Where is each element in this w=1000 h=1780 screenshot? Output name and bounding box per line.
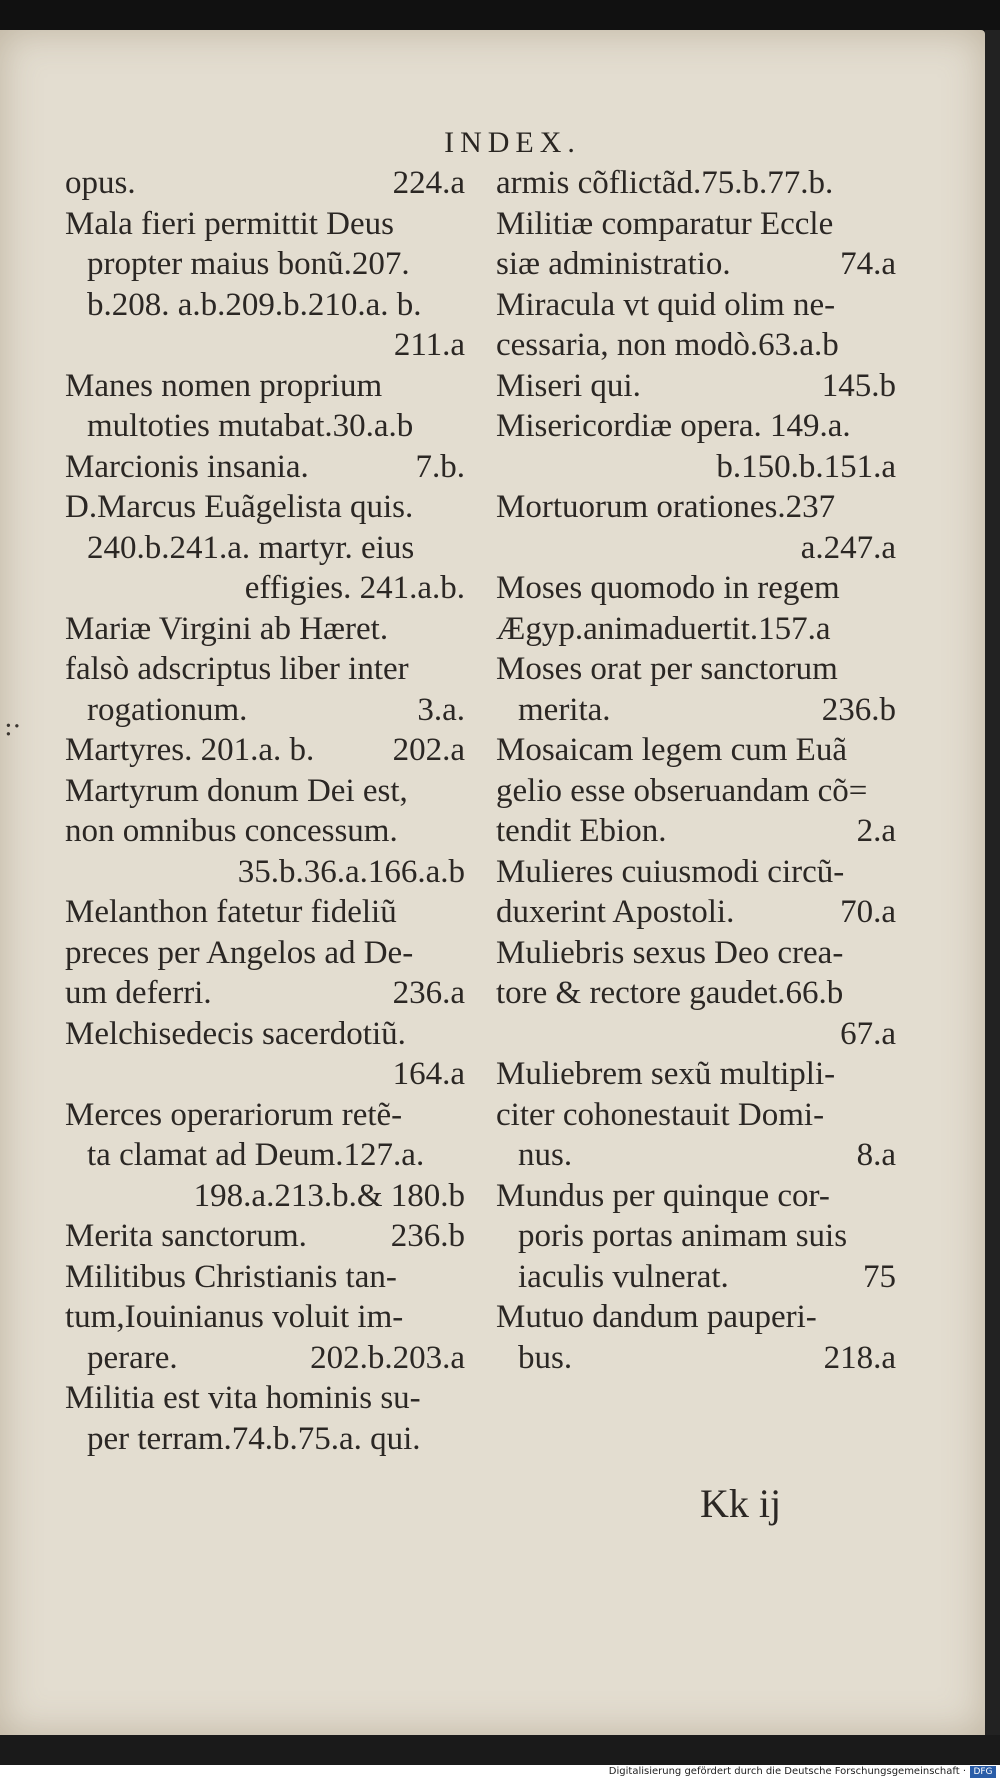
index-page-ref — [886, 973, 896, 1014]
index-page-ref — [886, 609, 896, 650]
index-entry-text: Marcionis insania. — [65, 448, 309, 485]
index-entry-text: armis cõflictãd.75.b.77.b. — [496, 165, 834, 201]
index-line — [65, 730, 465, 771]
index-page-ref: 236.a — [392, 975, 465, 1011]
index-page-ref: 202.a — [392, 732, 465, 768]
index-line — [496, 1216, 896, 1257]
index-page-ref — [886, 1095, 896, 1136]
index-page-ref — [455, 204, 465, 245]
index-line — [496, 933, 896, 974]
index-line — [65, 487, 465, 528]
index-line — [65, 1297, 465, 1338]
index-page-ref — [455, 406, 465, 447]
index-entry-text: iaculis vulnerat. — [518, 1258, 729, 1295]
index-entry-text: Mutuo dandum pauperi- — [496, 1299, 817, 1335]
index-entry-text: falsò adscriptus liber inter — [65, 651, 409, 687]
index-page-ref: 67.a — [840, 1015, 896, 1052]
index-page-ref — [455, 528, 465, 569]
index-line — [65, 325, 465, 366]
index-line — [65, 1419, 465, 1460]
index-entry-text: rogationum. — [87, 691, 248, 728]
index-page-ref — [455, 285, 465, 326]
index-line — [496, 1257, 896, 1298]
index-page-ref — [886, 285, 896, 326]
index-page-ref: 198.a.213.b.& 180.b — [193, 1177, 465, 1214]
index-line — [496, 244, 896, 285]
index-entry-text: Miracula vt quid olim ne- — [496, 286, 836, 323]
index-page-ref: effigies. 241.a.b. — [244, 570, 465, 606]
index-line — [65, 1378, 465, 1419]
dfg-logo: DFG — [970, 1766, 996, 1778]
index-page-ref — [455, 649, 465, 690]
index-entry-text: preces per Angelos ad De- — [65, 934, 414, 971]
index-line — [496, 163, 896, 204]
index-entry-text: siæ administratio. — [496, 246, 731, 282]
index-line — [65, 1014, 465, 1055]
index-entry-text: D.Marcus Euãgelista quis. — [65, 489, 414, 525]
index-page-ref: 164.a — [392, 1056, 465, 1092]
index-line — [65, 1257, 465, 1298]
index-page-ref — [886, 1297, 896, 1338]
index-line — [496, 1135, 896, 1176]
index-page-ref — [886, 1216, 896, 1257]
index-line — [496, 730, 896, 771]
index-entry-text: Mala fieri permittit Deus — [65, 205, 394, 242]
index-page-ref — [455, 366, 465, 407]
index-left-column — [65, 163, 465, 1459]
index-entry-text: Miseri qui. — [496, 367, 641, 404]
index-page-ref — [886, 204, 896, 245]
index-line — [65, 852, 465, 893]
index-page-ref — [455, 487, 465, 528]
index-line — [65, 285, 465, 326]
index-line — [65, 1176, 465, 1217]
index-entry-text: tore & rectore gaudet.66.b — [496, 975, 844, 1011]
index-page-ref — [455, 1419, 465, 1460]
index-page-ref — [455, 244, 465, 285]
index-entry-text: Merces operariorum retẽ- — [65, 1096, 403, 1133]
index-page-ref — [886, 163, 896, 204]
index-page-ref — [886, 649, 896, 690]
index-entry-text: tum,Iouinianus voluit im- — [65, 1299, 404, 1335]
index-page-ref — [455, 1378, 465, 1419]
index-page-ref: 236.b — [390, 1218, 465, 1254]
index-page-ref — [455, 811, 465, 852]
index-line — [65, 447, 465, 488]
index-line — [496, 1176, 896, 1217]
index-entry-text: Misericordiæ opera. 149.a. — [496, 408, 851, 444]
index-line — [496, 852, 896, 893]
index-page-ref: 236.b — [821, 691, 896, 728]
index-line — [65, 406, 465, 447]
index-entry-text: Martyrum donum Dei est, — [65, 772, 408, 809]
index-right-column — [496, 163, 896, 1378]
index-line — [496, 285, 896, 326]
index-line — [496, 771, 896, 812]
index-page-ref — [886, 406, 896, 447]
index-entry-text: cessaria, non modò.63.a.b — [496, 327, 839, 363]
index-line — [65, 244, 465, 285]
index-entry-text: poris portas animam suis — [518, 1218, 848, 1254]
index-page-ref: a.247.a — [800, 529, 896, 566]
margin-mark: :· — [4, 712, 22, 742]
index-line — [65, 771, 465, 812]
footer-bar — [0, 1765, 1000, 1780]
index-line — [65, 973, 465, 1014]
index-entry-text: Melchisedecis sacerdotiũ. — [65, 1015, 406, 1052]
index-page-ref: 2.a — [856, 813, 896, 849]
index-line — [65, 892, 465, 933]
index-line — [65, 1135, 465, 1176]
index-line — [65, 1216, 465, 1257]
index-line — [496, 406, 896, 447]
index-entry-text: Melanthon fatetur fideliũ — [65, 894, 397, 930]
index-page-ref: 145.b — [821, 367, 896, 404]
index-line — [496, 204, 896, 245]
index-entry-text: 240.b.241.a. martyr. eius — [87, 529, 415, 566]
index-line — [496, 366, 896, 407]
index-page-ref: 8.a — [856, 1137, 896, 1173]
index-entry-text: Moses quomodo in regem — [496, 570, 840, 606]
index-line — [496, 1014, 896, 1055]
index-line — [496, 568, 896, 609]
index-entry-text: merita. — [518, 691, 611, 728]
index-entry-text: Martyres. 201.a. b. — [65, 732, 315, 768]
index-line — [496, 447, 896, 488]
index-page-ref: 75 — [863, 1258, 896, 1295]
index-page-ref — [455, 771, 465, 812]
index-page-ref — [455, 1135, 465, 1176]
index-page-ref — [886, 771, 896, 812]
index-page-ref — [455, 892, 465, 933]
index-page-ref — [886, 852, 896, 893]
index-entry-text: Militia est vita hominis su- — [65, 1380, 421, 1416]
index-line — [496, 1095, 896, 1136]
page-header: INDEX. — [444, 126, 581, 159]
index-page-ref: 70.a — [840, 894, 896, 930]
signature-mark: Kk ij — [700, 1481, 782, 1526]
index-line — [65, 1095, 465, 1136]
index-page-ref: 35.b.36.a.166.a.b — [237, 853, 465, 890]
index-entry-text: bus. — [518, 1339, 573, 1376]
index-entry-text: Ægyp.animaduertit.157.a — [496, 610, 831, 647]
bottom-border — [0, 1735, 1000, 1765]
index-entry-text: Manes nomen proprium — [65, 367, 383, 404]
index-line — [496, 528, 896, 569]
index-page-ref — [455, 1297, 465, 1338]
index-entry-text: Militiæ comparatur Eccle — [496, 205, 834, 242]
index-line — [65, 366, 465, 407]
index-line — [496, 1338, 896, 1379]
index-page-ref: 74.a — [840, 246, 896, 282]
index-line — [65, 649, 465, 690]
index-page-ref — [886, 730, 896, 771]
index-page-ref — [886, 487, 896, 528]
index-page-ref — [455, 1095, 465, 1136]
index-entry-text: gelio esse obseruandam cõ= — [496, 772, 868, 809]
index-page-ref — [455, 609, 465, 650]
index-page-ref — [886, 1176, 896, 1217]
index-line — [496, 811, 896, 852]
index-line — [496, 649, 896, 690]
index-entry-text: per terram.74.b.75.a. qui. — [87, 1420, 421, 1457]
index-line — [496, 892, 896, 933]
index-entry-text: Muliebris sexus Deo crea- — [496, 934, 844, 971]
index-line — [65, 204, 465, 245]
page-edge — [985, 30, 1000, 1735]
index-entry-text: Muliebrem sexũ multipli- — [496, 1056, 836, 1092]
index-line — [65, 811, 465, 852]
index-entry-text: duxerint Apostoli. — [496, 894, 735, 930]
index-page-ref: 224.a — [392, 165, 465, 201]
index-page-ref: 7.b. — [415, 448, 465, 485]
index-entry-text: tendit Ebion. — [496, 813, 667, 849]
index-line — [65, 568, 465, 609]
index-line — [496, 487, 896, 528]
index-page-ref: b.150.b.151.a — [716, 448, 896, 485]
index-line — [496, 1054, 896, 1095]
index-entry-text: multoties mutabat.30.a.b — [87, 408, 414, 444]
index-line — [496, 973, 896, 1014]
index-page-ref: 202.b.203.a — [310, 1339, 465, 1376]
index-line — [65, 1338, 465, 1379]
index-line — [496, 609, 896, 650]
index-entry-text: citer cohonestauit Domi- — [496, 1096, 825, 1133]
index-line — [65, 933, 465, 974]
index-entry-text: opus. — [65, 165, 136, 201]
index-line — [65, 528, 465, 569]
index-line — [65, 609, 465, 650]
index-entry-text: nus. — [518, 1137, 573, 1173]
index-entry-text: Mortuorum orationes.237 — [496, 489, 836, 525]
index-page-ref: 211.a — [393, 327, 465, 363]
index-entry-text: ta clamat ad Deum.127.a. — [87, 1137, 425, 1173]
index-entry-text: Moses orat per sanctorum — [496, 651, 838, 687]
index-entry-text: Militibus Christianis tan- — [65, 1258, 397, 1295]
index-entry-text: propter maius bonũ.207. — [87, 246, 410, 282]
index-entry-text: um deferri. — [65, 975, 212, 1011]
index-page-ref: 3.a. — [417, 691, 465, 728]
index-entry-text: Mariæ Virgini ab Hæret. — [65, 610, 389, 647]
index-page-ref — [455, 1014, 465, 1055]
index-page-ref — [886, 1054, 896, 1095]
index-entry-text: non omnibus concessum. — [65, 813, 398, 849]
index-page-ref — [886, 325, 896, 366]
index-page-ref: 218.a — [823, 1339, 896, 1376]
index-entry-text: Mundus per quinque cor- — [496, 1177, 830, 1214]
index-entry-text: b.208. a.b.209.b.210.a. b. — [87, 286, 422, 323]
index-entry-text: perare. — [87, 1339, 178, 1376]
index-line — [65, 163, 465, 204]
index-page-ref — [455, 1257, 465, 1298]
index-line — [496, 690, 896, 731]
index-entry-text: Merita sanctorum. — [65, 1218, 307, 1254]
index-line — [496, 1297, 896, 1338]
index-line — [496, 325, 896, 366]
index-entry-text: Mosaicam legem cum Euã — [496, 732, 847, 768]
index-page-ref — [455, 933, 465, 974]
index-entry-text: Mulieres cuiusmodi circũ- — [496, 853, 845, 890]
index-page-ref — [886, 933, 896, 974]
index-line — [65, 1054, 465, 1095]
footer-credit: Digitalisierung gefördert durch die Deutsche Forschungsgemeinschaft · — [608, 1766, 966, 1777]
index-line — [65, 690, 465, 731]
index-page-ref — [886, 568, 896, 609]
